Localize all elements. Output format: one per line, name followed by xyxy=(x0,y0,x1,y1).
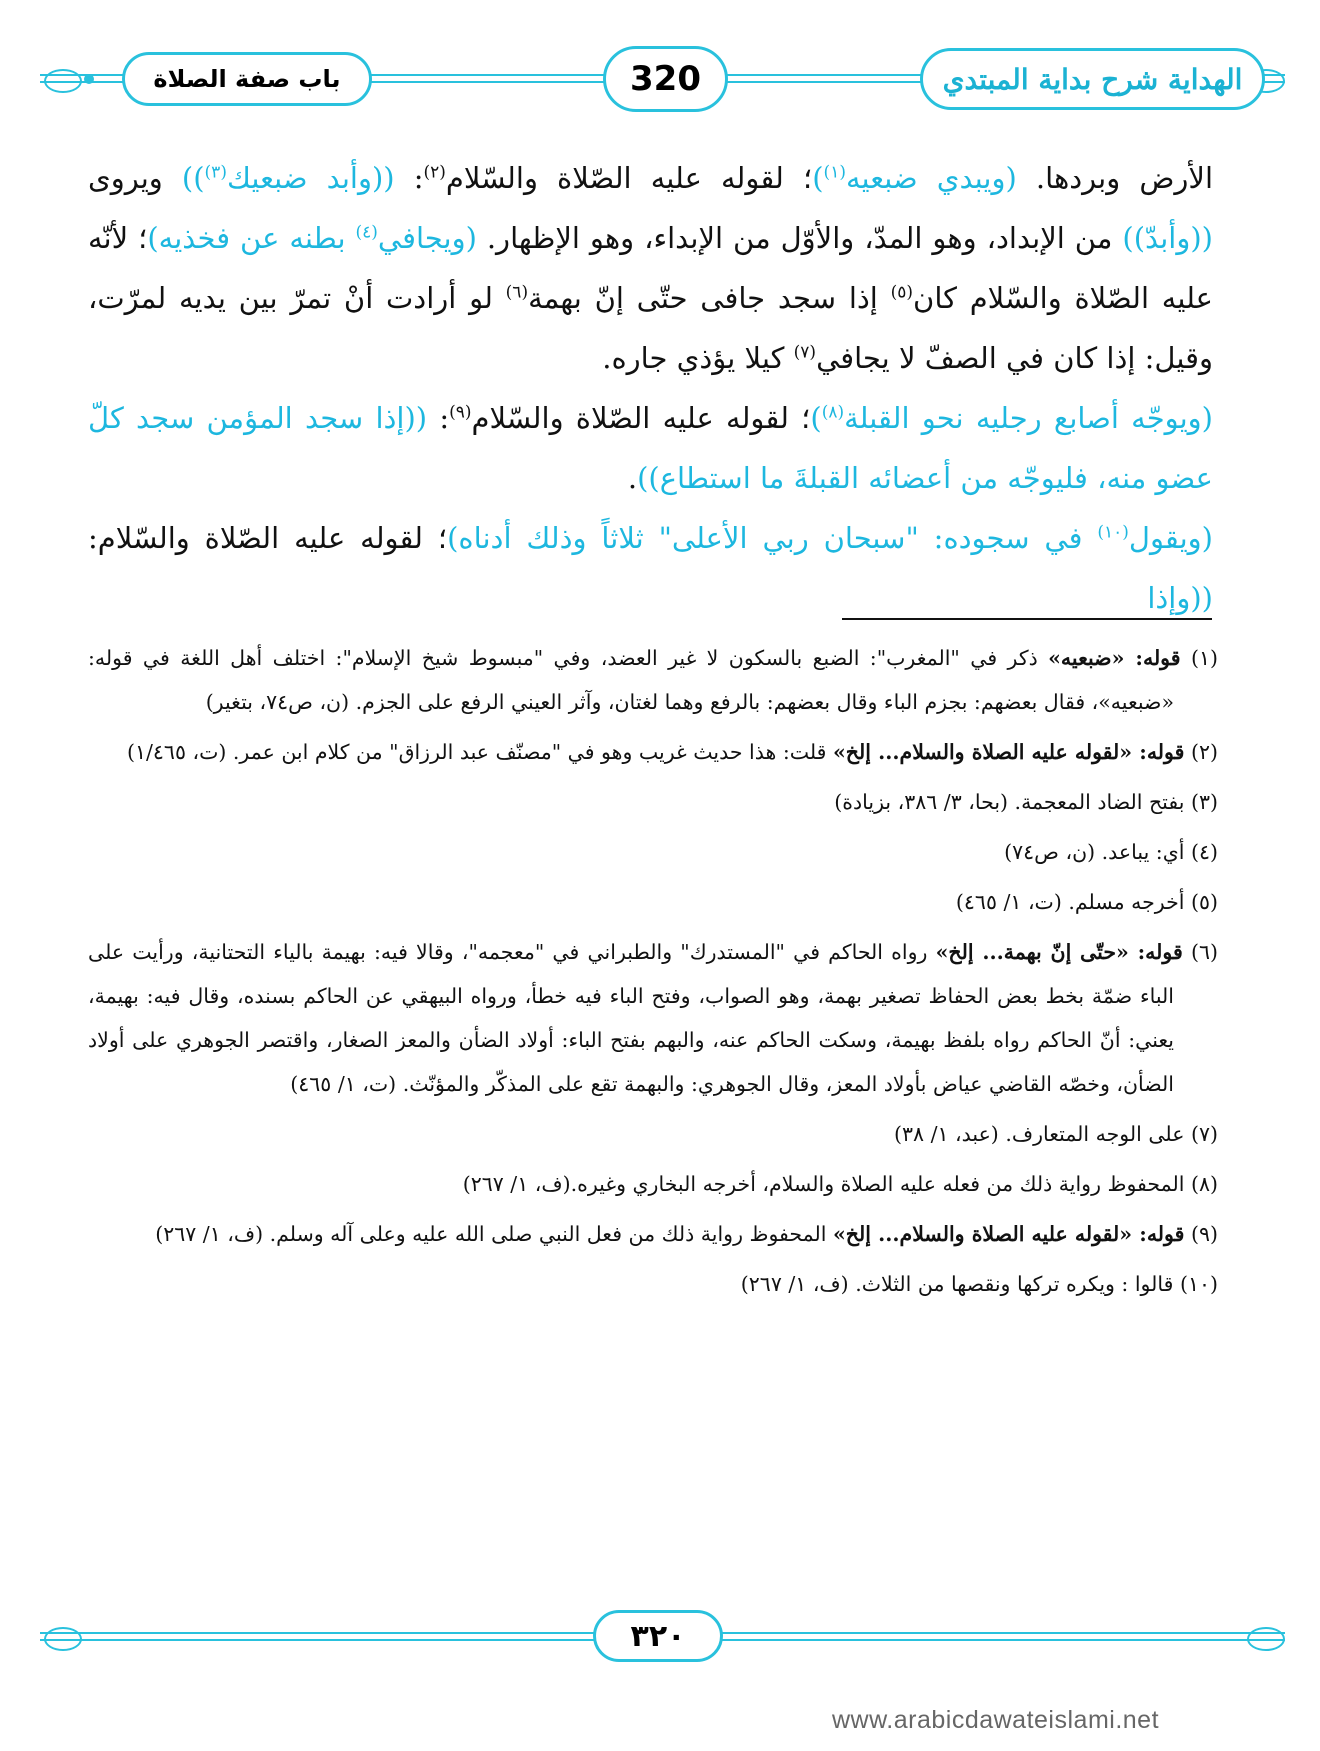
text-run: . xyxy=(627,461,638,495)
hadith-text: ((وأبد ضبعيك xyxy=(226,161,395,195)
footnote-number: (٢) xyxy=(1190,740,1218,764)
footnote-ref: (٦) xyxy=(505,282,529,303)
page-header xyxy=(40,38,1285,120)
footnote-text: أخرجه مسلم. (ت، ١/ ٤٦٥) xyxy=(955,890,1185,914)
matn-text: (ويوجّه أصابع رجليه نحو القبلة xyxy=(844,401,1213,435)
footnote-lemma: قوله: «لقوله عليه الصلاة والسلام... إلخ» xyxy=(832,740,1185,764)
footnote-text: على الوجه المتعارف. (عبد، ١/ ٣٨) xyxy=(894,1122,1185,1146)
footnote-lemma: قوله: «لقوله عليه الصلاة والسلام... إلخ» xyxy=(832,1222,1185,1246)
footnote-text: أي: يباعد. (ن، ص٧٤) xyxy=(1004,840,1185,864)
footnote-ref: (١) xyxy=(823,162,846,183)
footnote-7 xyxy=(88,1112,1218,1156)
footnote-number: (٣) xyxy=(1190,790,1218,814)
footnote-4 xyxy=(88,830,1218,874)
matn-text: (ويقول xyxy=(1128,521,1213,555)
footnote-ref: (٤) xyxy=(355,222,378,243)
footnote-text: بفتح الضاد المعجمة. (بحا، ٣/ ٣٨٦، بزيادة) xyxy=(834,790,1185,814)
page-footer xyxy=(40,1608,1285,1668)
footnote-ref: (٩) xyxy=(449,402,472,423)
text-run: من الإبداد، وهو المدّ، والأوّل من الإبداء، وهو الإظهار. xyxy=(476,221,1123,255)
text-run: : xyxy=(427,401,450,435)
footnote-10 xyxy=(88,1262,1218,1306)
footnote-number: (٤) xyxy=(1190,840,1218,864)
hadith-text: ((إذا سجد المؤمن سجد كلّ عضو منه، فليوجّه من أعضائه القبلةَ ما استطاع)) xyxy=(88,401,1213,495)
footnote-number: (١٠) xyxy=(1179,1272,1218,1296)
footnote-text: قالوا : ويكره تركها ونقصها من الثلاث. (ف، ١/ ٢٦٧) xyxy=(740,1272,1174,1296)
footnote-number: (١) xyxy=(1190,646,1218,670)
text-run: كيلا يؤذي جاره. xyxy=(602,341,794,375)
footnote-text: ذكر في "المغرب": الضبع بالسكون لا غير العضد، وفي "مبسوط شيخ الإسلام": اختلف أهل اللغة في قوله: «ضبعيه»، فقال بعضهم: بجزم الباء وقال بعضهم: بالرفع وهما لغتان، وآثر العيني الرفع على الجزم. (ن، ص٧٤، بتغير) xyxy=(88,646,1174,714)
footnote-1 xyxy=(88,636,1218,724)
footnote-ref: (٨) xyxy=(821,402,845,423)
text-run: ويروى xyxy=(88,161,182,195)
paragraph-1 xyxy=(88,148,1213,388)
left-ornament-icon xyxy=(44,69,82,93)
hadith-text: ((وإذا xyxy=(1147,581,1213,615)
text-run: لو أرادت أنْ تمرّ بين يديه لمرّت، وقيل: إذا كان في الصفّ لا يجافي xyxy=(88,281,1213,375)
footnote-ref: (٢) xyxy=(423,162,446,183)
footer-page-number: ٣٢٠ xyxy=(593,1610,723,1662)
text-run: إذا سجد جافى حتّى إنّ بهمة xyxy=(528,281,891,315)
matn-text: ) xyxy=(810,401,822,435)
text-run: الأرض وبردها. xyxy=(1016,161,1214,195)
footnote-separator xyxy=(842,618,1212,620)
text-run: ؛ لقوله عليه الصّلاة والسّلام xyxy=(471,401,811,435)
right-ornament-icon xyxy=(1247,1627,1285,1651)
paragraph-3 xyxy=(88,508,1213,628)
footnote-2 xyxy=(88,730,1218,774)
footnote-text: المحفوظ رواية ذلك من فعل النبي صلى الله عليه وعلى آله وسلم. (ف، ١/ ٢٦٧) xyxy=(155,1222,833,1246)
footnote-number: (٥) xyxy=(1190,890,1218,914)
text-run: ؛ لقوله عليه الصّلاة والسّلام: xyxy=(88,521,448,555)
footnote-ref: (٣) xyxy=(204,162,227,183)
left-ornament-icon xyxy=(44,1627,82,1651)
footnote-3 xyxy=(88,780,1218,824)
website-url[interactable]: www.arabicdawateislami.net xyxy=(832,1706,1160,1734)
text-run: ؛ لأنّه عليه الصّلاة والسّلام كان xyxy=(88,221,1213,315)
text-run: ؛ لقوله عليه الصّلاة والسّلام xyxy=(445,161,813,195)
footnote-number: (٦) xyxy=(1190,940,1218,964)
matn-text: بطنه عن فخذيه) xyxy=(147,221,356,255)
footnote-6 xyxy=(88,930,1218,1106)
footnote-text: رواه الحاكم في "المستدرك" والطبراني في "معجمه"، وقالا فيه: بهيمة بالياء التحتانية، ورأيت على الباء ضمّة بخط بعض الحفاظ تصغير بهمة، وهو الصواب، وفتح الباء فيه خطأ، ورواه البيهقي عن الحاكم بسنده، وقال فيه: بهيمة، يعني: أنّ الحاكم رواه بلفظ بهيمة، وسكت الحاكم عنه، والبهم بفتح الباء: أولاد الضأن والمعز الصغار، واقتصر الجوهري على أولاد الضأن، وخصّه القاضي عياض بأولاد المعز، وقال الجوهري: والبهمة تقع على المذكّر والمؤنّث. (ت، ١/ ٤٦٥) xyxy=(88,940,1174,1096)
ornament-dot-icon xyxy=(84,74,94,84)
matn-text: (ويجافي xyxy=(377,221,477,255)
footnotes xyxy=(88,636,1218,1312)
matn-text: (ويبدي ضبعيه xyxy=(845,161,1017,195)
hadith-text: ((وأبدّ)) xyxy=(1122,221,1213,255)
header-page-number: 320 xyxy=(603,46,728,112)
text-run: : xyxy=(394,161,424,195)
main-text xyxy=(88,148,1213,628)
footnote-lemma: قوله: «ضبعيه» xyxy=(1048,646,1181,670)
footnote-9 xyxy=(88,1212,1218,1256)
footnote-ref: (٥) xyxy=(890,282,914,303)
footnote-lemma: قوله: «حتّى إنّ بهمة... إلخ» xyxy=(935,940,1183,964)
paragraph-2 xyxy=(88,388,1213,508)
footnote-number: (٧) xyxy=(1190,1122,1218,1146)
hadith-text: )) xyxy=(181,161,205,195)
matn-text: ) xyxy=(812,161,824,195)
footnote-number: (٨) xyxy=(1190,1172,1218,1196)
footnote-5 xyxy=(88,880,1218,924)
footnote-number: (٩) xyxy=(1190,1222,1218,1246)
chapter-title: باب صفة الصلاة xyxy=(122,52,372,106)
footnote-ref: (٧) xyxy=(793,342,817,363)
footnote-8 xyxy=(88,1162,1218,1206)
footnote-ref: (١٠) xyxy=(1097,522,1129,543)
footnote-text: قلت: هذا حديث غريب وهو في "مصنّف عبد الرزاق" من كلام ابن عمر. (ت، ١/٤٦٥) xyxy=(127,740,833,764)
book-title: الهداية شرح بداية المبتدي xyxy=(920,48,1265,110)
matn-text: في سجوده: "سبحان ربي الأعلى" ثلاثاً وذلك أدناه) xyxy=(447,521,1098,555)
footnote-text: المحفوظ رواية ذلك من فعله عليه الصلاة والسلام، أخرجه البخاري وغيره.(ف، ١/ ٢٦٧) xyxy=(462,1172,1185,1196)
